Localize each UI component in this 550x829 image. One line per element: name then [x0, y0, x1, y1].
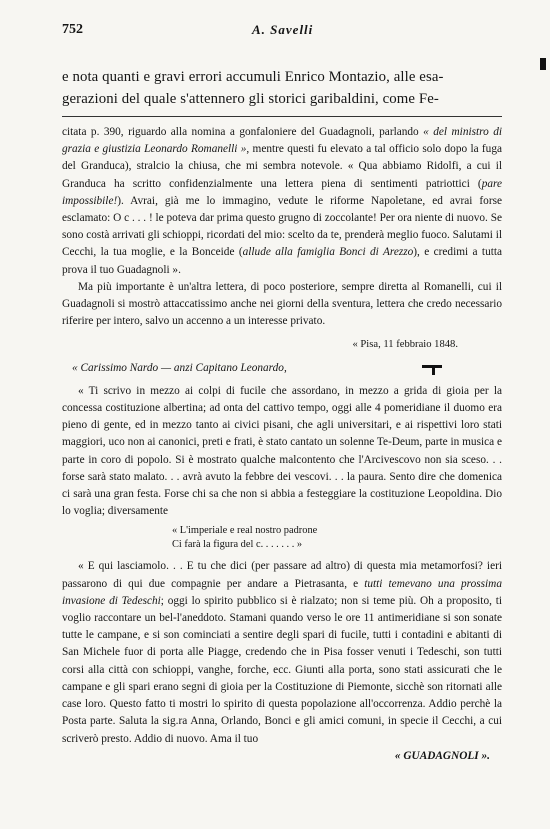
italic-run: pare impossibile! [62, 177, 502, 207]
letter-signature: « GUADAGNOLI ». [394, 749, 490, 762]
text-run: ; oggi lo spirito pubblico si è rialzato; non si teme più. Oh a proposito, ti voglio raccontare un bel-l'aneddoto. Stamani quando verso le ore 11 antimeridiane si son sonate tutte le campane, e si son cominciati a sentire degli spari di fucile, tutti i contadini e abitanti di San Michele fuor di porta alle Piagge, credendo che in Pisa fosser venuti i Tedeschi, son tutti corsi alla città con schioppi, vanghe, forche, ecc. Giunti alla porta, sono stati assicurati che le campane e gli spari erano segni di gioia per la Costituzione di Piemonte, sicchè son ritornati alle case loro. Questo fatto ti mostri lo spirito di questa popolazione all'occorrenza. Addio perchè la Posta parte. Saluta la sig.ra Anna, Orlando, Bonci e gli amici comuni, in specie il Cecchi, a cui scriverò presto. Addio di nuovo. Ama il tuo [62, 594, 502, 745]
lead-line: gerazioni del quale s'attennero gli storici garibaldini, come Fe- [62, 91, 439, 107]
letter-salutation: « Carissimo Nardo — anzi Capitano Leonardo, [72, 361, 287, 374]
paragraph: Ma più importante è un'altra lettera, di poco posteriore, sempre diretta al Romanelli, cui il Guadagnoli si mostrò attaccatissimo anche nei giorni della sventura, lettera che credo necessario riferire per intero, salvo un accenno a un interesse privato. [62, 280, 502, 328]
verse-quote [172, 524, 502, 552]
italic-run: « del ministro di grazia e giustizia Leonardo Romanelli » [62, 126, 503, 156]
text-run: , mentre questi fu elevato a tal officio solo dopo la fuga del Granduca), stralcio la chiusa, che mi sembra notevole. « Qua abbiamo Ridolfi, a cui il Granduca ha scritto confidenzialmente una lettera piena di sentimenti patriottici ( [62, 143, 502, 190]
lead-paragraph [62, 66, 502, 110]
paragraph: « Ti scrivo in mezzo ai colpi di fucile che assordano, in mezzo a grida di gioia per la concessa costituzione albertina; ad onta del cattivo tempo, oggi alle 4 pomeridiane il duomo era pieno di gente, ed in mezzo tanto ai civici pisani, che agli universitari, e ai rispettivi loro stati maggiori, uco non ai canonici, preti e frati, è stato cantato un solenne Te-Deum, parte in musica e parte in coro di popolo. Si è mostrato qualche malcontento che l'Arcivescovo non sia sceso. . . forse sarà stato malato. . . avrà avuto la febbre dei vescovi. . . la paura. Sento dire che domenica ci sarà una gran festa. Forse chi sa che non si abbia a festeggiare la costituzione Leopoldina. Dio lo voglia; diversamente [62, 384, 502, 518]
page-header [62, 22, 502, 42]
letter-date: « Pisa, 11 febbraio 1848. [352, 339, 458, 351]
ink-mark [540, 58, 546, 70]
text-run: ), e credimi a tutta prova il tuo Guadagnoli ». [62, 246, 503, 276]
running-head: A. Savelli [252, 22, 314, 37]
divider [62, 116, 502, 117]
body-text [62, 124, 502, 765]
ink-mark [432, 365, 435, 375]
page-number: 752 [62, 22, 83, 37]
italic-run: allude alla famiglia Bonci di Arezzo [242, 246, 414, 259]
paragraph [62, 124, 502, 279]
text-run: ). Avrai, già me lo immagino, vedute le riforme Napoletane, ed avrai forse esclamato: O c . . . ! le poteva dar prima questo grugno di zoccolante! Per ora niente di nuovo. Se sono costà arrivati gli schioppi, ricordati del mio: scelto da te, prenderà meglio fuoco. Salutami il Cecchi, la tua moglie, e la Bonceide ( [62, 194, 502, 259]
text-run: « E qui lasciamolo. . . E tu che dici (per passare ad altro) di questa mia metamorfosi? ieri passarono di qui due compagnie per andare a Pietrasanta, e [62, 560, 502, 590]
paragraph [62, 558, 502, 747]
lead-line: e nota quanti e gravi errori accumuli Enrico Montazio, alle esa- [62, 69, 444, 85]
verse-line: Ci farà la figura del c. . . . . . . » [172, 539, 303, 551]
verse-line: « L'imperiale e real nostro padrone [172, 525, 318, 537]
italic-run: tutti temevano una prossima invasione di Tedeschi [62, 577, 502, 607]
text-run: citata p. 390, riguardo alla nomina a gonfaloniere del Guadagnoli, parlando [62, 126, 419, 138]
